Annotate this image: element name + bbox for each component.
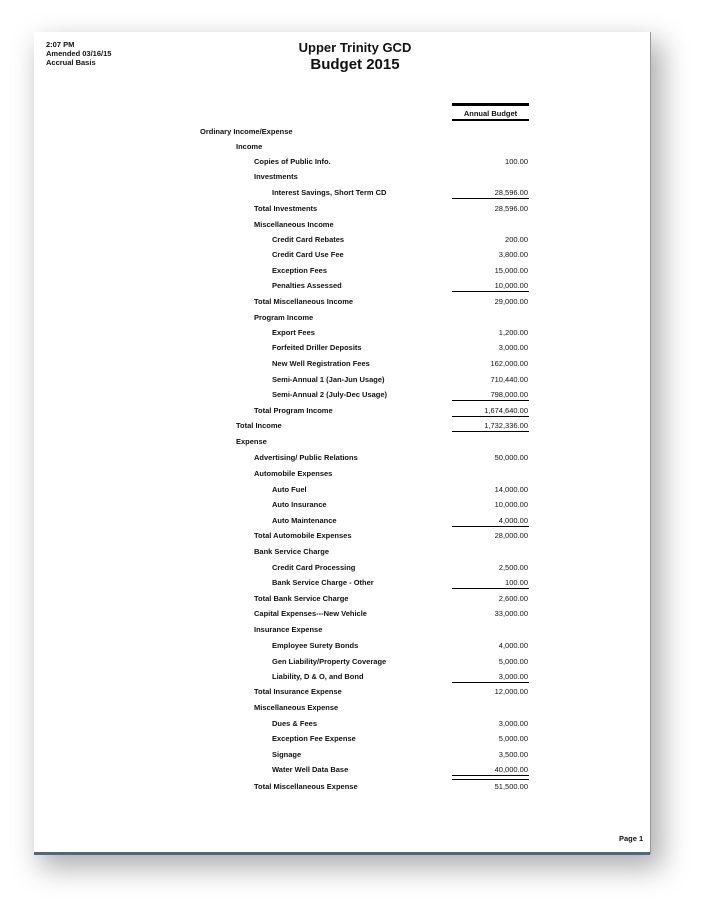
subtotal-underline xyxy=(452,416,529,417)
row-label: Semi-Annual 1 (Jan-Jun Usage) xyxy=(272,375,385,384)
budget-row xyxy=(0,406,716,418)
row-value: 3,000.00 xyxy=(498,672,528,681)
budget-row xyxy=(0,297,716,309)
row-value: 3,000.00 xyxy=(498,719,528,728)
row-value: 3,500.00 xyxy=(498,750,528,759)
budget-row xyxy=(0,765,716,777)
row-label: Total Investments xyxy=(254,204,318,213)
budget-row xyxy=(0,782,716,794)
column-header-rule xyxy=(452,119,529,121)
budget-row xyxy=(0,594,716,606)
budget-row xyxy=(0,281,716,293)
row-value: 51,500.00 xyxy=(494,782,528,791)
budget-row xyxy=(0,641,716,653)
budget-row xyxy=(0,734,716,746)
subtotal-underline xyxy=(452,775,529,776)
row-value: 1,674,640.00 xyxy=(484,406,528,415)
budget-row xyxy=(0,328,716,340)
budget-row xyxy=(0,142,716,154)
row-value: 12,000.00 xyxy=(494,687,528,696)
budget-row xyxy=(0,220,716,232)
budget-row xyxy=(0,375,716,387)
row-label: Bank Service Charge xyxy=(254,547,330,556)
budget-row xyxy=(0,359,716,371)
budget-row xyxy=(0,235,716,247)
row-value: 28,596.00 xyxy=(494,188,528,197)
budget-row xyxy=(0,516,716,528)
row-label: Total Insurance Expense xyxy=(254,687,342,696)
budget-row xyxy=(0,250,716,262)
row-value: 29,000.00 xyxy=(494,297,528,306)
row-label: Auto Insurance xyxy=(272,500,327,509)
row-value: 5,000.00 xyxy=(498,657,528,666)
row-label: New Well Registration Fees xyxy=(272,359,370,368)
row-value: 710,440.00 xyxy=(490,375,528,384)
row-value: 100.00 xyxy=(505,157,528,166)
row-label: Bank Service Charge - Other xyxy=(272,578,374,587)
row-value: 4,000.00 xyxy=(498,641,528,650)
row-label: Credit Card Rebates xyxy=(272,235,345,244)
row-value: 4,000.00 xyxy=(498,516,528,525)
row-value: 162,000.00 xyxy=(490,359,528,368)
column-header-annual-budget: Annual Budget xyxy=(463,109,518,118)
budget-row xyxy=(0,563,716,575)
budget-row xyxy=(0,469,716,481)
budget-row xyxy=(0,172,716,184)
row-label: Exception Fees xyxy=(272,266,328,275)
row-label: Auto Maintenance xyxy=(272,516,337,525)
budget-row xyxy=(0,703,716,715)
budget-row xyxy=(0,453,716,465)
subtotal-underline xyxy=(452,431,529,432)
row-label: Gen Liability/Property Coverage xyxy=(272,657,387,666)
row-label: Ordinary Income/Expense xyxy=(200,127,293,136)
subtotal-underline xyxy=(452,588,529,589)
row-label: Semi-Annual 2 (July-Dec Usage) xyxy=(272,390,388,399)
row-value: 200.00 xyxy=(505,235,528,244)
row-label: Expense xyxy=(236,437,267,446)
row-value: 28,596.00 xyxy=(494,204,528,213)
row-label: Advertising/ Public Relations xyxy=(254,453,358,462)
row-value: 100.00 xyxy=(505,578,528,587)
budget-row xyxy=(0,547,716,559)
report-amended-date: Amended 03/16/15 xyxy=(46,49,112,58)
report-title: Budget 2015 xyxy=(310,56,400,73)
budget-row xyxy=(0,266,716,278)
subtotal-underline xyxy=(452,682,529,683)
budget-row xyxy=(0,421,716,433)
row-label: Income xyxy=(236,142,263,151)
row-label: Insurance Expense xyxy=(254,625,323,634)
row-label: Dues & Fees xyxy=(272,719,318,728)
row-label: Total Bank Service Charge xyxy=(254,594,349,603)
subtotal-underline xyxy=(452,291,529,292)
row-label: Credit Card Processing xyxy=(272,563,356,572)
budget-row xyxy=(0,578,716,590)
total-rule xyxy=(452,779,529,780)
row-label: Automobile Expenses xyxy=(254,469,333,478)
report-time: 2:07 PM xyxy=(46,40,75,49)
row-label: Signage xyxy=(272,750,302,759)
row-label: Credit Card Use Fee xyxy=(272,250,344,259)
budget-row xyxy=(0,750,716,762)
column-top-rule xyxy=(452,103,529,106)
row-label: Total Miscellaneous Expense xyxy=(254,782,358,791)
row-value: 15,000.00 xyxy=(494,266,528,275)
row-value: 10,000.00 xyxy=(494,500,528,509)
budget-row xyxy=(0,204,716,216)
budget-row xyxy=(0,609,716,621)
budget-row xyxy=(0,313,716,325)
row-value: 10,000.00 xyxy=(494,281,528,290)
row-value: 798,000.00 xyxy=(490,390,528,399)
row-label: Total Program Income xyxy=(254,406,333,415)
row-label: Miscellaneous Expense xyxy=(254,703,339,712)
budget-row xyxy=(0,657,716,669)
row-value: 2,600.00 xyxy=(498,594,528,603)
row-label: Water Well Data Base xyxy=(272,765,349,774)
budget-row xyxy=(0,485,716,497)
page-bottom-edge xyxy=(34,852,650,855)
budget-row xyxy=(0,127,716,139)
row-label: Total Miscellaneous Income xyxy=(254,297,354,306)
budget-row xyxy=(0,188,716,200)
budget-row xyxy=(0,500,716,512)
row-label: Auto Fuel xyxy=(272,485,307,494)
row-value: 33,000.00 xyxy=(494,609,528,618)
report-meta xyxy=(46,40,111,67)
company-name: Upper Trinity GCD xyxy=(298,40,412,55)
page-number: Page 1 xyxy=(619,834,644,843)
report-basis: Accrual Basis xyxy=(46,58,96,67)
row-label: Program Income xyxy=(254,313,314,322)
budget-row xyxy=(0,531,716,543)
row-value: 1,732,336.00 xyxy=(484,421,528,430)
row-label: Total Automobile Expenses xyxy=(254,531,352,540)
budget-row xyxy=(0,437,716,449)
budget-row xyxy=(0,672,716,684)
row-label: Miscellaneous Income xyxy=(254,220,334,229)
row-value: 40,000.00 xyxy=(494,765,528,774)
budget-row xyxy=(0,343,716,355)
row-label: Total Income xyxy=(236,421,282,430)
row-value: 2,500.00 xyxy=(498,563,528,572)
row-label: Capital Expenses---New Vehicle xyxy=(254,609,367,618)
row-value: 28,000.00 xyxy=(494,531,528,540)
row-label: Employee Surety Bonds xyxy=(272,641,359,650)
row-value: 5,000.00 xyxy=(498,734,528,743)
row-label: Copies of Public Info. xyxy=(254,157,331,166)
budget-row xyxy=(0,390,716,402)
subtotal-underline xyxy=(452,198,529,199)
row-value: 1,200.00 xyxy=(498,328,528,337)
budget-row xyxy=(0,625,716,637)
row-label: Penalties Assessed xyxy=(272,281,342,290)
row-value: 3,800.00 xyxy=(498,250,528,259)
budget-row xyxy=(0,719,716,731)
row-value: 14,000.00 xyxy=(494,485,528,494)
row-value: 3,000.00 xyxy=(498,343,528,352)
subtotal-underline xyxy=(452,526,529,527)
row-label: Forfeited Driller Deposits xyxy=(272,343,362,352)
budget-row xyxy=(0,687,716,699)
budget-row xyxy=(0,157,716,169)
row-value: 50,000.00 xyxy=(494,453,528,462)
row-label: Interest Savings, Short Term CD xyxy=(272,188,387,197)
subtotal-underline xyxy=(452,400,529,401)
row-label: Exception Fee Expense xyxy=(272,734,356,743)
row-label: Investments xyxy=(254,172,298,181)
row-label: Export Fees xyxy=(272,328,315,337)
row-label: Liability, D & O, and Bond xyxy=(272,672,364,681)
